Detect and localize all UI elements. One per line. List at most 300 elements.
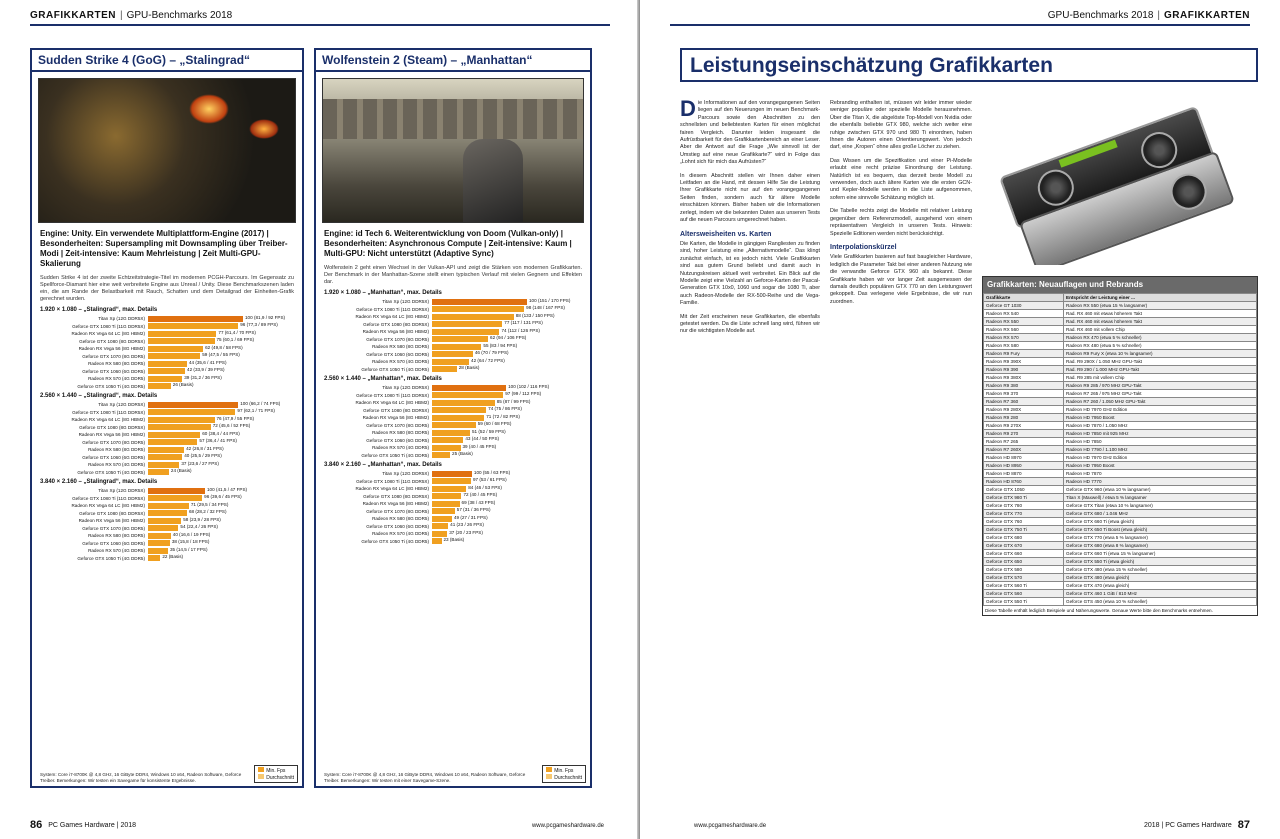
bar-value-label: 37 (23,6 / 27 FPS) bbox=[181, 460, 219, 466]
bar-label: Geforce GTX 1070 (8G DDR5) bbox=[82, 439, 145, 445]
table-row bbox=[984, 342, 1257, 350]
bar-label: Geforce GTX 1070 (8G DDR5) bbox=[82, 525, 145, 531]
rebrand-table bbox=[982, 276, 1258, 616]
paragraph bbox=[830, 158, 972, 202]
table-cell-card: Radeon HD 8870 bbox=[984, 470, 1064, 478]
game-screenshot bbox=[38, 78, 296, 223]
table-cell-equivalent: Geforce GTX 480 (etwa gleich) bbox=[1064, 574, 1257, 582]
table-cell-card: Radeon R9 380X bbox=[984, 374, 1064, 382]
article-column-2 bbox=[830, 100, 972, 800]
table-cell-equivalent: Radeon HD 7870 bbox=[1064, 470, 1257, 478]
running-head-separator: | bbox=[1157, 10, 1160, 21]
bar-value-label: 74 (112 / 126 FPS) bbox=[501, 327, 540, 333]
chart-row bbox=[324, 366, 582, 374]
article-title: Leistungseinschätzung Grafikkarten bbox=[680, 48, 1258, 82]
chart-row bbox=[324, 392, 582, 400]
chart-title: 1.920 × 1.080 – „Manhattan“, max. Details bbox=[324, 290, 442, 296]
table-cell-card: Radeon R9 280 bbox=[984, 414, 1064, 422]
bar bbox=[148, 409, 235, 415]
table-row bbox=[984, 334, 1257, 342]
bar bbox=[148, 533, 171, 539]
bar bbox=[432, 321, 502, 327]
table-cell-equivalent: Rad. R9 285 mit vollem Chip bbox=[1064, 374, 1257, 382]
table-cell-card: Radeon R9 280X bbox=[984, 406, 1064, 414]
table-cell-card: Geforce GTX 680 bbox=[984, 534, 1064, 542]
chart-row bbox=[40, 353, 294, 361]
table-row bbox=[984, 374, 1257, 382]
bar-value-label: 97 (53 / 61 FPS) bbox=[472, 477, 507, 483]
box-body: Wolfenstein 2 geht einen Wechsel in der Vulkan-API und zeigt die Stärken von modernen Grafikkarten. Der Benchmark in der Manhattan-Szene stellt einen typischen Verlauf mit vielen Gegnern und Effekten dar. bbox=[324, 265, 582, 285]
bar-label: Radeon RX Vega 64 LC (8G HBM2) bbox=[355, 486, 429, 492]
table-cell-equivalent: Geforce GTX 550 Ti (etwa gleich) bbox=[1064, 558, 1257, 566]
table-cell-card: Radeon R9 390X bbox=[984, 358, 1064, 366]
bar-chart bbox=[40, 307, 294, 390]
bar bbox=[148, 555, 160, 561]
bar-label: Geforce GTX 1070 (8G DDR5) bbox=[82, 353, 145, 359]
paragraph-text: Das Wissen um die Spezifikation und einer Pi-Modelle erlaubt eine recht präzise Einordnung der Leistung. Natürlich ist es bequem, das derzeit beste Modell zu verwenden, doch auch ältere Karten wie die ersten GCN- und Kepler-Modelle werden in die Liste aufgenommen, sofern eine sinnvolle Schätzung möglich ist. bbox=[830, 157, 972, 201]
bar-value-label: 100 (41,5 / 47 FPS) bbox=[207, 486, 248, 492]
bar bbox=[432, 478, 471, 484]
chart-row bbox=[40, 416, 294, 424]
bar-value-label: 41 (23 / 26 FPS) bbox=[450, 522, 484, 528]
table-cell-card: Geforce GTX 660 bbox=[984, 550, 1064, 558]
chart-legend: Min. Fps Durchschnitt bbox=[542, 765, 586, 783]
bar-label: Titan Xp (12G DDR5X) bbox=[98, 488, 145, 494]
chart-row bbox=[324, 328, 582, 336]
table-cell-card: Radeon R7 260X bbox=[984, 446, 1064, 454]
chart-row bbox=[40, 409, 294, 417]
bar-value-label: 88 (133 / 150 FPS) bbox=[515, 312, 555, 318]
bar-label: Radeon RX Vega 56 (8G HBM2) bbox=[362, 501, 429, 507]
bar-label: Geforce GTX 1050 Ti (4G DDR5) bbox=[361, 538, 429, 544]
bar bbox=[432, 351, 473, 357]
table-header-equivalent: Entspricht der Leistung einer ... bbox=[1064, 294, 1257, 302]
table-row bbox=[984, 414, 1257, 422]
website-url[interactable]: www.pcgameshardware.de bbox=[694, 823, 767, 829]
bar-value-label: 40 (25,5 / 29 FPS) bbox=[184, 453, 222, 459]
chart-row bbox=[40, 360, 294, 368]
paragraph bbox=[680, 173, 820, 225]
bar-label: Radeon RX Vega 64 LC (8G HBM2) bbox=[71, 503, 145, 509]
bar bbox=[432, 471, 472, 477]
table-cell-card: Geforce GTX 560 Ti bbox=[984, 582, 1064, 590]
paragraph-text: Die Tabelle rechts zeigt die Modelle mit relativer Leistung gegenüber dem Referenzmodell, ausgehend von einem repräsentativen Vergleich in unseren Tests. Hinweis: Spezielle Editionen werden nicht berücksichtigt. bbox=[830, 208, 972, 237]
bar bbox=[148, 518, 181, 524]
table-cell-equivalent: Titan X (Maxwell) / etwa 5 % langsamer bbox=[1064, 494, 1257, 502]
bar bbox=[432, 538, 442, 544]
chart-row bbox=[324, 358, 582, 366]
bar-value-label: 26 (Basis) bbox=[172, 382, 194, 388]
table-row bbox=[984, 510, 1257, 518]
bar bbox=[432, 314, 514, 320]
bar-value-label: 85 (87 / 99 FPS) bbox=[496, 398, 531, 404]
chart-title: 3.840 × 2.160 – „Stalingrad“, max. Details bbox=[40, 479, 158, 485]
table-row bbox=[984, 350, 1257, 358]
table-row bbox=[984, 470, 1257, 478]
folio-left bbox=[30, 819, 136, 831]
table-cell-equivalent: Rad. RX 460 mit etwas höherem Takt bbox=[1064, 310, 1257, 318]
table-cell-card: Geforce GTX 780 bbox=[984, 502, 1064, 510]
bar bbox=[148, 495, 202, 501]
table-cell-card: Geforce GTX 560 bbox=[984, 590, 1064, 598]
table-cell-card: Radeon RX 570 bbox=[984, 334, 1064, 342]
bar-label: Radeon RX 580 (8G DDR5) bbox=[372, 516, 429, 522]
table-cell-card: Radeon RX 550 bbox=[984, 318, 1064, 326]
table-row bbox=[984, 486, 1257, 494]
table-cell-equivalent: Radeon HD 7950 Boost bbox=[1064, 414, 1257, 422]
table-cell-card: Geforce GTX 1050 bbox=[984, 486, 1064, 494]
table-cell-equivalent: Radeon HD 7770 bbox=[1064, 478, 1257, 486]
bar-value-label: 46 (70 / 79 FPS) bbox=[474, 350, 509, 356]
bar bbox=[148, 376, 182, 382]
bar bbox=[432, 486, 466, 492]
bar-label: Radeon RX Vega 56 (8G HBM2) bbox=[78, 518, 145, 524]
table-header-card: Grafikkarte bbox=[984, 294, 1064, 302]
bar-value-label: 43 (44 / 50 FPS) bbox=[465, 436, 500, 442]
chart-row bbox=[324, 343, 582, 351]
table-cell-equivalent: Radeon R7 260 / 1.050 MHz GPU-Takt bbox=[1064, 398, 1257, 406]
subheading: Interpolationskürzel bbox=[830, 243, 897, 251]
bar-value-label: 77 (61,4 / 70 FPS) bbox=[218, 329, 256, 335]
table-cell-card: Radeon R9 380 bbox=[984, 382, 1064, 390]
bar bbox=[148, 525, 178, 531]
bar-label: Radeon RX Vega 56 (8G HBM2) bbox=[78, 432, 145, 438]
chart-row bbox=[40, 454, 294, 462]
table-row bbox=[984, 382, 1257, 390]
table-cell-card: Radeon HD 8950 bbox=[984, 462, 1064, 470]
bar bbox=[148, 368, 185, 374]
header-rule bbox=[670, 24, 1250, 26]
bar bbox=[432, 329, 499, 335]
bar-value-label: 96 (39,6 / 45 FPS) bbox=[204, 494, 242, 500]
bar-value-label: 100 (66,2 / 74 FPS) bbox=[240, 400, 281, 406]
table-cell-card: Geforce GTX 580 bbox=[984, 566, 1064, 574]
table-cell-card: Radeon HD 8970 bbox=[984, 454, 1064, 462]
bar bbox=[148, 462, 179, 468]
bar bbox=[148, 454, 182, 460]
bar-value-label: 57 (36,4 / 41 FPS) bbox=[199, 438, 237, 444]
bar bbox=[148, 402, 238, 408]
engine-caption: Engine: Unity. Ein verwendete Multiplattform-Engine (2017) | Besonderheiten: Supersampling mit Downsampling über Treiber-Modi | Zeit-intensive: Kaum Mehrleistung | Zeit Multi-GPU-Skalierung bbox=[40, 229, 288, 268]
table-cell-card: Geforce GTX 760 bbox=[984, 518, 1064, 526]
chart-row bbox=[40, 495, 294, 503]
bar-value-label: 60 (38,4 / 44 FPS) bbox=[202, 430, 240, 436]
bar-value-label: 75 (60,1 / 69 FPS) bbox=[216, 337, 255, 343]
bar bbox=[148, 469, 169, 475]
bar-value-label: 51 (52 / 59 FPS) bbox=[472, 428, 506, 434]
bar bbox=[148, 510, 187, 516]
paragraph-text: Viele Grafikkarten basieren auf fast baugleicher Hardware, lediglich die Parameter Takt bei einer anderen Nutzung wie die verwandte Geforce GTX 960 als bekannt. Diese Grafikkarte haben wir vor langer Zeit ausgemessen der damals deutlich populären GTX 770 an den Leistungswert gekoppelt. Das verlegene viele Ergebnisse, die wir nun zuordnen. bbox=[830, 254, 972, 305]
bar-value-label: 71 (29,5 / 34 FPS) bbox=[190, 501, 229, 507]
table-cell-equivalent: Radeon HD 7850 bbox=[1064, 438, 1257, 446]
bar-label: Titan Xp (12G DDR5X) bbox=[382, 471, 429, 477]
table-cell-equivalent: Radeon HD 7970 GHz Edition bbox=[1064, 406, 1257, 414]
bar-value-label: 100 (55 / 63 FPS) bbox=[473, 469, 511, 475]
table-cell-card: Geforce GTX 550 Ti bbox=[984, 598, 1064, 606]
chart-row bbox=[40, 446, 294, 454]
chart-title: 2.560 × 1.440 – „Stalingrad“, max. Details bbox=[40, 393, 158, 399]
table-cell-equivalent: Geforce GTX 660 Ti (etwa gleich) bbox=[1064, 518, 1257, 526]
system-note: System: Core i7-8700K @ 4,8 GHz, 16 GiByte DDR4, Windows 10 x64, Radeon Software, Geforce Treiber. Bemerkungen: Wir testen mit einer Savegame-Szene. bbox=[324, 772, 526, 783]
table-cell-card: Radeon R9 370 bbox=[984, 390, 1064, 398]
table-row bbox=[984, 430, 1257, 438]
table-row bbox=[984, 358, 1257, 366]
bar-value-label: 98 (148 / 167 FPS) bbox=[526, 305, 565, 311]
table-cell-equivalent: Rad. RX 460 mit vollem Chip bbox=[1064, 326, 1257, 334]
bar-label: Geforce GTX 1050 Ti (4G DDR5) bbox=[77, 383, 145, 389]
bar bbox=[432, 392, 503, 398]
chart-row bbox=[40, 487, 294, 495]
chart-row bbox=[324, 437, 582, 445]
chart-row bbox=[324, 313, 582, 321]
bar-chart bbox=[40, 393, 294, 476]
table-cell-card: Radeon R7 360 bbox=[984, 398, 1064, 406]
table-cell-equivalent: Geforce GTX 680 (etwa 8 % langsamer) bbox=[1064, 542, 1257, 550]
bar bbox=[432, 299, 527, 305]
bar-value-label: 44 (35,6 / 41 FPS) bbox=[188, 359, 227, 365]
table-cell-card: Radeon RX 560 bbox=[984, 326, 1064, 334]
bar bbox=[148, 548, 168, 554]
table-cell-card: Radeon RX 540 bbox=[984, 310, 1064, 318]
table-row bbox=[984, 438, 1257, 446]
bar-chart bbox=[324, 462, 582, 545]
gpu-product-photo bbox=[982, 100, 1258, 265]
bar-label: Titan Xp (12G DDR5X) bbox=[98, 402, 145, 408]
bar-value-label: 39 (40 / 45 FPS) bbox=[462, 443, 497, 449]
running-head-left bbox=[30, 8, 232, 24]
chart-row bbox=[40, 461, 294, 469]
bar bbox=[148, 316, 243, 322]
bar bbox=[432, 508, 455, 514]
table-cell-equivalent: Rad. R9 290X / 1.050 MHz GPU-Takt bbox=[1064, 358, 1257, 366]
chart-title: 3.840 × 2.160 – „Manhattan“, max. Details bbox=[324, 462, 442, 468]
running-head-category: GRAFIKKARTEN bbox=[30, 10, 116, 21]
bar-label: Radeon RX 580 (8G DDR5) bbox=[88, 361, 145, 367]
bar-value-label: 68 (28,2 / 32 FPS) bbox=[188, 509, 227, 515]
chart-group bbox=[316, 290, 590, 545]
table-row bbox=[984, 302, 1257, 310]
table-cell-equivalent: Radeon HD 7950 Boost bbox=[1064, 462, 1257, 470]
folio-right bbox=[1144, 819, 1250, 831]
bar-value-label: 62 (49,8 / 58 FPS) bbox=[205, 344, 243, 350]
table-row bbox=[984, 478, 1257, 486]
bar-value-label: 71 (72 / 82 FPS) bbox=[486, 413, 520, 419]
bar-label: Titan Xp (12G DDR5X) bbox=[98, 316, 145, 322]
bar-value-label: 96 (77,3 / 89 FPS) bbox=[240, 322, 278, 328]
bar-label: Geforce GTX 1080 Ti (11G DDR5X) bbox=[72, 495, 145, 501]
table-cell-equivalent: Rad. RX 460 mit etwas höherem Takt bbox=[1064, 318, 1257, 326]
bar bbox=[148, 540, 170, 546]
bar-value-label: 57 (31 / 36 FPS) bbox=[456, 507, 491, 513]
bar-label: Geforce GTX 1060 (6G DDR5) bbox=[82, 454, 145, 460]
bar-value-label: 97 (99 / 112 FPS) bbox=[505, 391, 542, 397]
bar-value-label: 39 (31,2 / 36 FPS) bbox=[184, 374, 222, 380]
subheading: Altersweisheiten vs. Karten bbox=[680, 230, 772, 238]
table-row bbox=[984, 446, 1257, 454]
table-cell-card: Geforce GTX 750 Ti bbox=[984, 526, 1064, 534]
bar-value-label: 42 (26,8 / 31 FPS) bbox=[186, 445, 224, 451]
paragraph-text: Mit der Zeit erscheinen neue Grafikkarten, die ebenfalls getestet werden. Da die Liste schnell lang wird, führen wir nur die wichtigsten Modelle auf. bbox=[680, 313, 820, 335]
table-row bbox=[984, 462, 1257, 470]
bar-value-label: 76 (47,9 / 55 FPS) bbox=[216, 415, 255, 421]
bar-label: Geforce GTX 1080 Ti (11G DDR5X) bbox=[356, 392, 429, 398]
header-rule bbox=[30, 24, 610, 26]
box-title: Sudden Strike 4 (GoG) – „Stalingrad“ bbox=[32, 50, 302, 72]
bar-label: Geforce GTX 1060 (6G DDR5) bbox=[366, 523, 429, 529]
bar bbox=[432, 359, 469, 365]
paragraph bbox=[680, 100, 820, 167]
bar-label: Geforce GTX 1060 (6G DDR5) bbox=[366, 351, 429, 357]
table-row bbox=[984, 310, 1257, 318]
drop-cap: D bbox=[680, 100, 696, 121]
bar-value-label: 49 (27 / 31 FPS) bbox=[453, 514, 488, 520]
bar-label: Geforce GTX 1050 Ti (4G DDR5) bbox=[77, 469, 145, 475]
chart-row bbox=[324, 336, 582, 344]
chart-row bbox=[324, 422, 582, 430]
bar-label: Radeon RX 570 (4G DDR5) bbox=[88, 462, 145, 468]
table-row bbox=[984, 542, 1257, 550]
bar-value-label: 100 (102 / 116 FPS) bbox=[508, 383, 550, 389]
table-cell-equivalent: Geforce GTX 660 Ti (etwa 15 % langsamer) bbox=[1064, 550, 1257, 558]
table-cell-card: Geforce GTX 570 bbox=[984, 574, 1064, 582]
bar-value-label: 28 (Basis) bbox=[458, 365, 480, 371]
chart-row bbox=[40, 525, 294, 533]
bar-label: Geforce GTX 1060 (6G DDR5) bbox=[366, 437, 429, 443]
bar-label: Radeon RX 570 (4G DDR5) bbox=[372, 359, 429, 365]
bar-value-label: 74 (75 / 86 FPS) bbox=[488, 406, 522, 412]
game-screenshot bbox=[322, 78, 584, 223]
bar bbox=[148, 424, 211, 430]
table-row bbox=[984, 550, 1257, 558]
bar-label: Radeon RX 570 (4G DDR5) bbox=[88, 548, 145, 554]
chart-row bbox=[324, 452, 582, 460]
bar-value-label: 42 (64 / 72 FPS) bbox=[471, 357, 505, 363]
bar-label: Radeon RX 580 (8G DDR5) bbox=[88, 533, 145, 539]
table-footnote: Diese Tabelle enthält lediglich Beispiele und Näherungswerte. Genaue Werte bitte den Benchmarks entnehmen. bbox=[985, 608, 1213, 613]
table-cell-equivalent: Radeon RX 480 (etwa 5 % schneller) bbox=[1064, 342, 1257, 350]
bar bbox=[432, 400, 495, 406]
bar bbox=[148, 432, 200, 438]
table-cell-card: Radeon R9 Fury bbox=[984, 350, 1064, 358]
bar-label: Geforce GTX 1080 (8G DDR5X) bbox=[79, 338, 145, 344]
benchmark-box-wolfenstein bbox=[314, 48, 592, 788]
bar-label: Geforce GTX 1060 (6G DDR5) bbox=[82, 540, 145, 546]
table-title: Grafikkarten: Neuauflagen und Rebrands bbox=[983, 277, 1257, 293]
bar bbox=[148, 331, 216, 337]
bar bbox=[432, 493, 461, 499]
bar-label: Radeon RX 580 (8G DDR5) bbox=[88, 447, 145, 453]
chart-row bbox=[40, 383, 294, 391]
bar-value-label: 69 (38 / 43 FPS) bbox=[461, 499, 496, 505]
running-head-section: GPU-Benchmarks 2018 bbox=[126, 10, 233, 21]
table-row bbox=[984, 574, 1257, 582]
bar-value-label: 38 (15,8 / 18 FPS) bbox=[171, 539, 210, 545]
bar-value-label: 72 (45,6 / 52 FPS) bbox=[212, 423, 251, 429]
chart-row bbox=[324, 384, 582, 392]
table-cell-equivalent: Rad. R9 290 / 1.000 MHz GPU-Takt bbox=[1064, 366, 1257, 374]
bar-value-label: 100 (151 / 170 FPS) bbox=[529, 297, 571, 303]
table-row bbox=[984, 518, 1257, 526]
table-row bbox=[984, 558, 1257, 566]
table-row bbox=[984, 398, 1257, 406]
table-cell-card: Geforce GT 1030 bbox=[984, 302, 1064, 310]
bar bbox=[432, 306, 524, 312]
running-head-section: GPU-Benchmarks 2018 bbox=[1047, 10, 1154, 21]
running-head-category: GRAFIKKARTEN bbox=[1164, 10, 1250, 21]
bar bbox=[148, 503, 189, 509]
chart-row bbox=[324, 538, 582, 546]
bar-value-label: 22 (Basis) bbox=[162, 554, 184, 560]
table-cell-equivalent: Radeon HD 7790 / 1.100 MHz bbox=[1064, 446, 1257, 454]
bar-label: Geforce GTX 1070 (8G DDR5) bbox=[366, 508, 429, 514]
bar-label: Titan Xp (12G DDR5X) bbox=[382, 299, 429, 305]
bar-label: Geforce GTX 1070 (8G DDR5) bbox=[366, 422, 429, 428]
table-row bbox=[984, 326, 1257, 334]
chart-row bbox=[40, 469, 294, 477]
chart-row bbox=[324, 321, 582, 329]
chart-row bbox=[40, 439, 294, 447]
table-cell-equivalent: Radeon HD 7870 / 1.050 MHz bbox=[1064, 422, 1257, 430]
bar-value-label: 72 (40 / 45 FPS) bbox=[463, 492, 498, 498]
table-cell-card: Geforce GTX 650 bbox=[984, 558, 1064, 566]
chart-title: 2.560 × 1.440 – „Manhattan“, max. Details bbox=[324, 376, 442, 382]
bar-label: Geforce GTX 1070 (8G DDR5) bbox=[366, 336, 429, 342]
bar-label: Radeon RX 570 (4G DDR5) bbox=[372, 531, 429, 537]
page-number: 86 bbox=[30, 819, 43, 831]
bar-value-label: 25 (Basis) bbox=[452, 451, 473, 457]
table-row bbox=[984, 582, 1257, 590]
paragraph bbox=[680, 314, 820, 336]
chart-row bbox=[324, 478, 582, 486]
chart-row bbox=[40, 540, 294, 548]
table-cell-equivalent: Geforce GTX 480 (etwa 15 % schneller) bbox=[1064, 566, 1257, 574]
chart-group bbox=[32, 307, 302, 562]
paragraph bbox=[830, 208, 972, 238]
website-url[interactable]: www.pcgameshardware.de bbox=[531, 823, 604, 829]
chart-row bbox=[324, 414, 582, 422]
table-cell-equivalent: Geforce GTX 770 (etwa 5 % langsamer) bbox=[1064, 534, 1257, 542]
bar-label: Titan Xp (12G DDR5X) bbox=[382, 385, 429, 391]
bar-value-label: 59 (60 / 68 FPS) bbox=[477, 421, 512, 427]
chart-row bbox=[324, 429, 582, 437]
bar bbox=[432, 516, 452, 522]
bar-chart bbox=[324, 290, 582, 373]
bar-label: Geforce GTX 1080 Ti (11G DDR5X) bbox=[356, 306, 429, 312]
bar bbox=[148, 383, 171, 389]
bar bbox=[432, 422, 476, 428]
chart-row bbox=[324, 399, 582, 407]
bar bbox=[432, 407, 486, 413]
table-cell-card: Geforce GTX 670 bbox=[984, 542, 1064, 550]
chart-row bbox=[40, 510, 294, 518]
system-note: System: Core i7-8700K @ 4,8 GHz, 16 GiByte DDR4, Windows 10 x64, Radeon Software, Geforce Treiber. Bemerkungen: Wir testen ein Savegame für konsistente Ergebnisse. bbox=[40, 772, 242, 783]
bar-value-label: 58 (23,9 / 28 FPS) bbox=[183, 516, 221, 522]
chart-row bbox=[40, 532, 294, 540]
box-title: Wolfenstein 2 (Steam) – „Manhattan“ bbox=[316, 50, 590, 72]
table-cell-equivalent: Radeon HD 7850 mit 925 MHz bbox=[1064, 430, 1257, 438]
bar-label: Geforce GTX 1080 (8G DDR5X) bbox=[363, 493, 429, 499]
bar-chart bbox=[40, 479, 294, 562]
table-cell-equivalent: Radeon R9 285 / 970 MHz GPU-Takt bbox=[1064, 382, 1257, 390]
table-row bbox=[984, 390, 1257, 398]
bar bbox=[432, 523, 448, 529]
paragraph-text: ie Informationen auf den vorangegangenen Seiten liegen auf den Neuerungen im neuen Benchmark-Parcours sowie den Abschnitten zu den schnellsten und beliebtesten Karten für einen möglichst fairen Vergleich. Darunter leiden insgesamt die Aufrüstbarkeit für den Grafikkartenbereich an einer Leser. Aber die Antwort auf die Frage „Wie sinnvoll ist der Umstieg auf eine neue Grafikkarte?“ wird in Folge das „Lohnt sich für mich das Aufrüsten?“ bbox=[680, 100, 820, 166]
table-row bbox=[984, 590, 1257, 598]
chart-row bbox=[40, 368, 294, 376]
chart-legend: Min. Fps Durchschnitt bbox=[254, 765, 298, 783]
bar-label: Radeon RX 580 (8G DDR5) bbox=[372, 430, 429, 436]
bar bbox=[432, 531, 447, 537]
